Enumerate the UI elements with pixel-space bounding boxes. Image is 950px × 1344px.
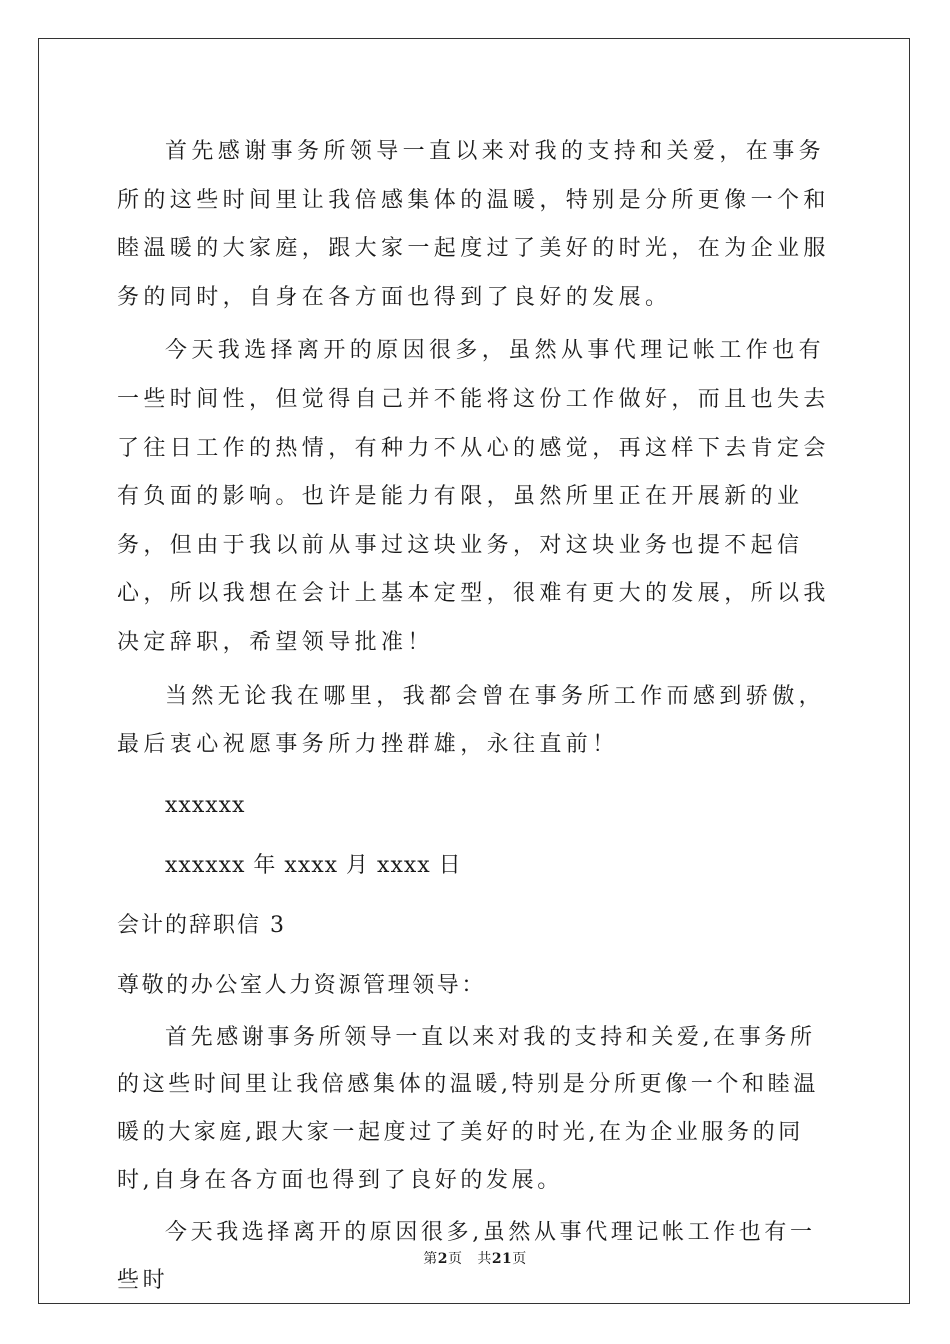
page-footer	[0, 1248, 950, 1268]
page-total: 21	[491, 1251, 513, 1267]
paragraph: 首先感谢事务所领导一直以来对我的支持和关爱,在事务所的这些时间里让我倍感集体的温暖,特别是分所更像一个和睦温暖的大家庭,跟大家一起度过了美好的时光,在为企业服务的同时,自身在各方面也得到了良好的发展。	[117, 1024, 819, 1193]
section-heading: 会计的辞职信 3	[117, 912, 286, 938]
total-prefix: 共	[477, 1251, 492, 1267]
page-current: 2	[437, 1251, 448, 1267]
signature-name: xxxxxx	[165, 792, 246, 818]
total-suffix: 页	[512, 1251, 527, 1267]
document-body	[117, 128, 835, 1304]
page-prefix: 第	[423, 1251, 438, 1267]
paragraph: 今天我选择离开的原因很多，虽然从事代理记帐工作也有一些时间性，但觉得自己并不能将这份工作做好，而且也失去了往日工作的热情，有种力不从心的感觉，再这样下去肯定会有负面的影响。也许是能力有限，虽然所里正在开展新的业务，但由于我以前从事过这块业务，对这块业务也提不起信心，所以我想在会计上基本定型，很难有更大的发展，所以我决定辞职，希望领导批准！	[117, 338, 830, 655]
paragraph: 首先感谢事务所领导一直以来对我的支持和关爱，在事务所的这些时间里让我倍感集体的温暖，特别是分所更像一个和睦温暖的大家庭，跟大家一起度过了美好的时光，在为企业服务的同时，自身在各方面也得到了良好的发展。	[117, 139, 830, 310]
page-suffix: 页	[447, 1251, 463, 1267]
paragraph: 今天我选择离开的原因很多,虽然从事代理记帐工作也有一些时	[117, 1220, 816, 1293]
paragraph: 当然无论我在哪里，我都会曾在事务所工作而感到骄傲，最后衷心祝愿事务所力挫群雄，永往直前！	[117, 683, 826, 758]
signature-date: xxxxxx 年 xxxx 月 xxxx 日	[165, 852, 462, 878]
salutation: 尊敬的办公室人力资源管理领导：	[117, 972, 487, 998]
